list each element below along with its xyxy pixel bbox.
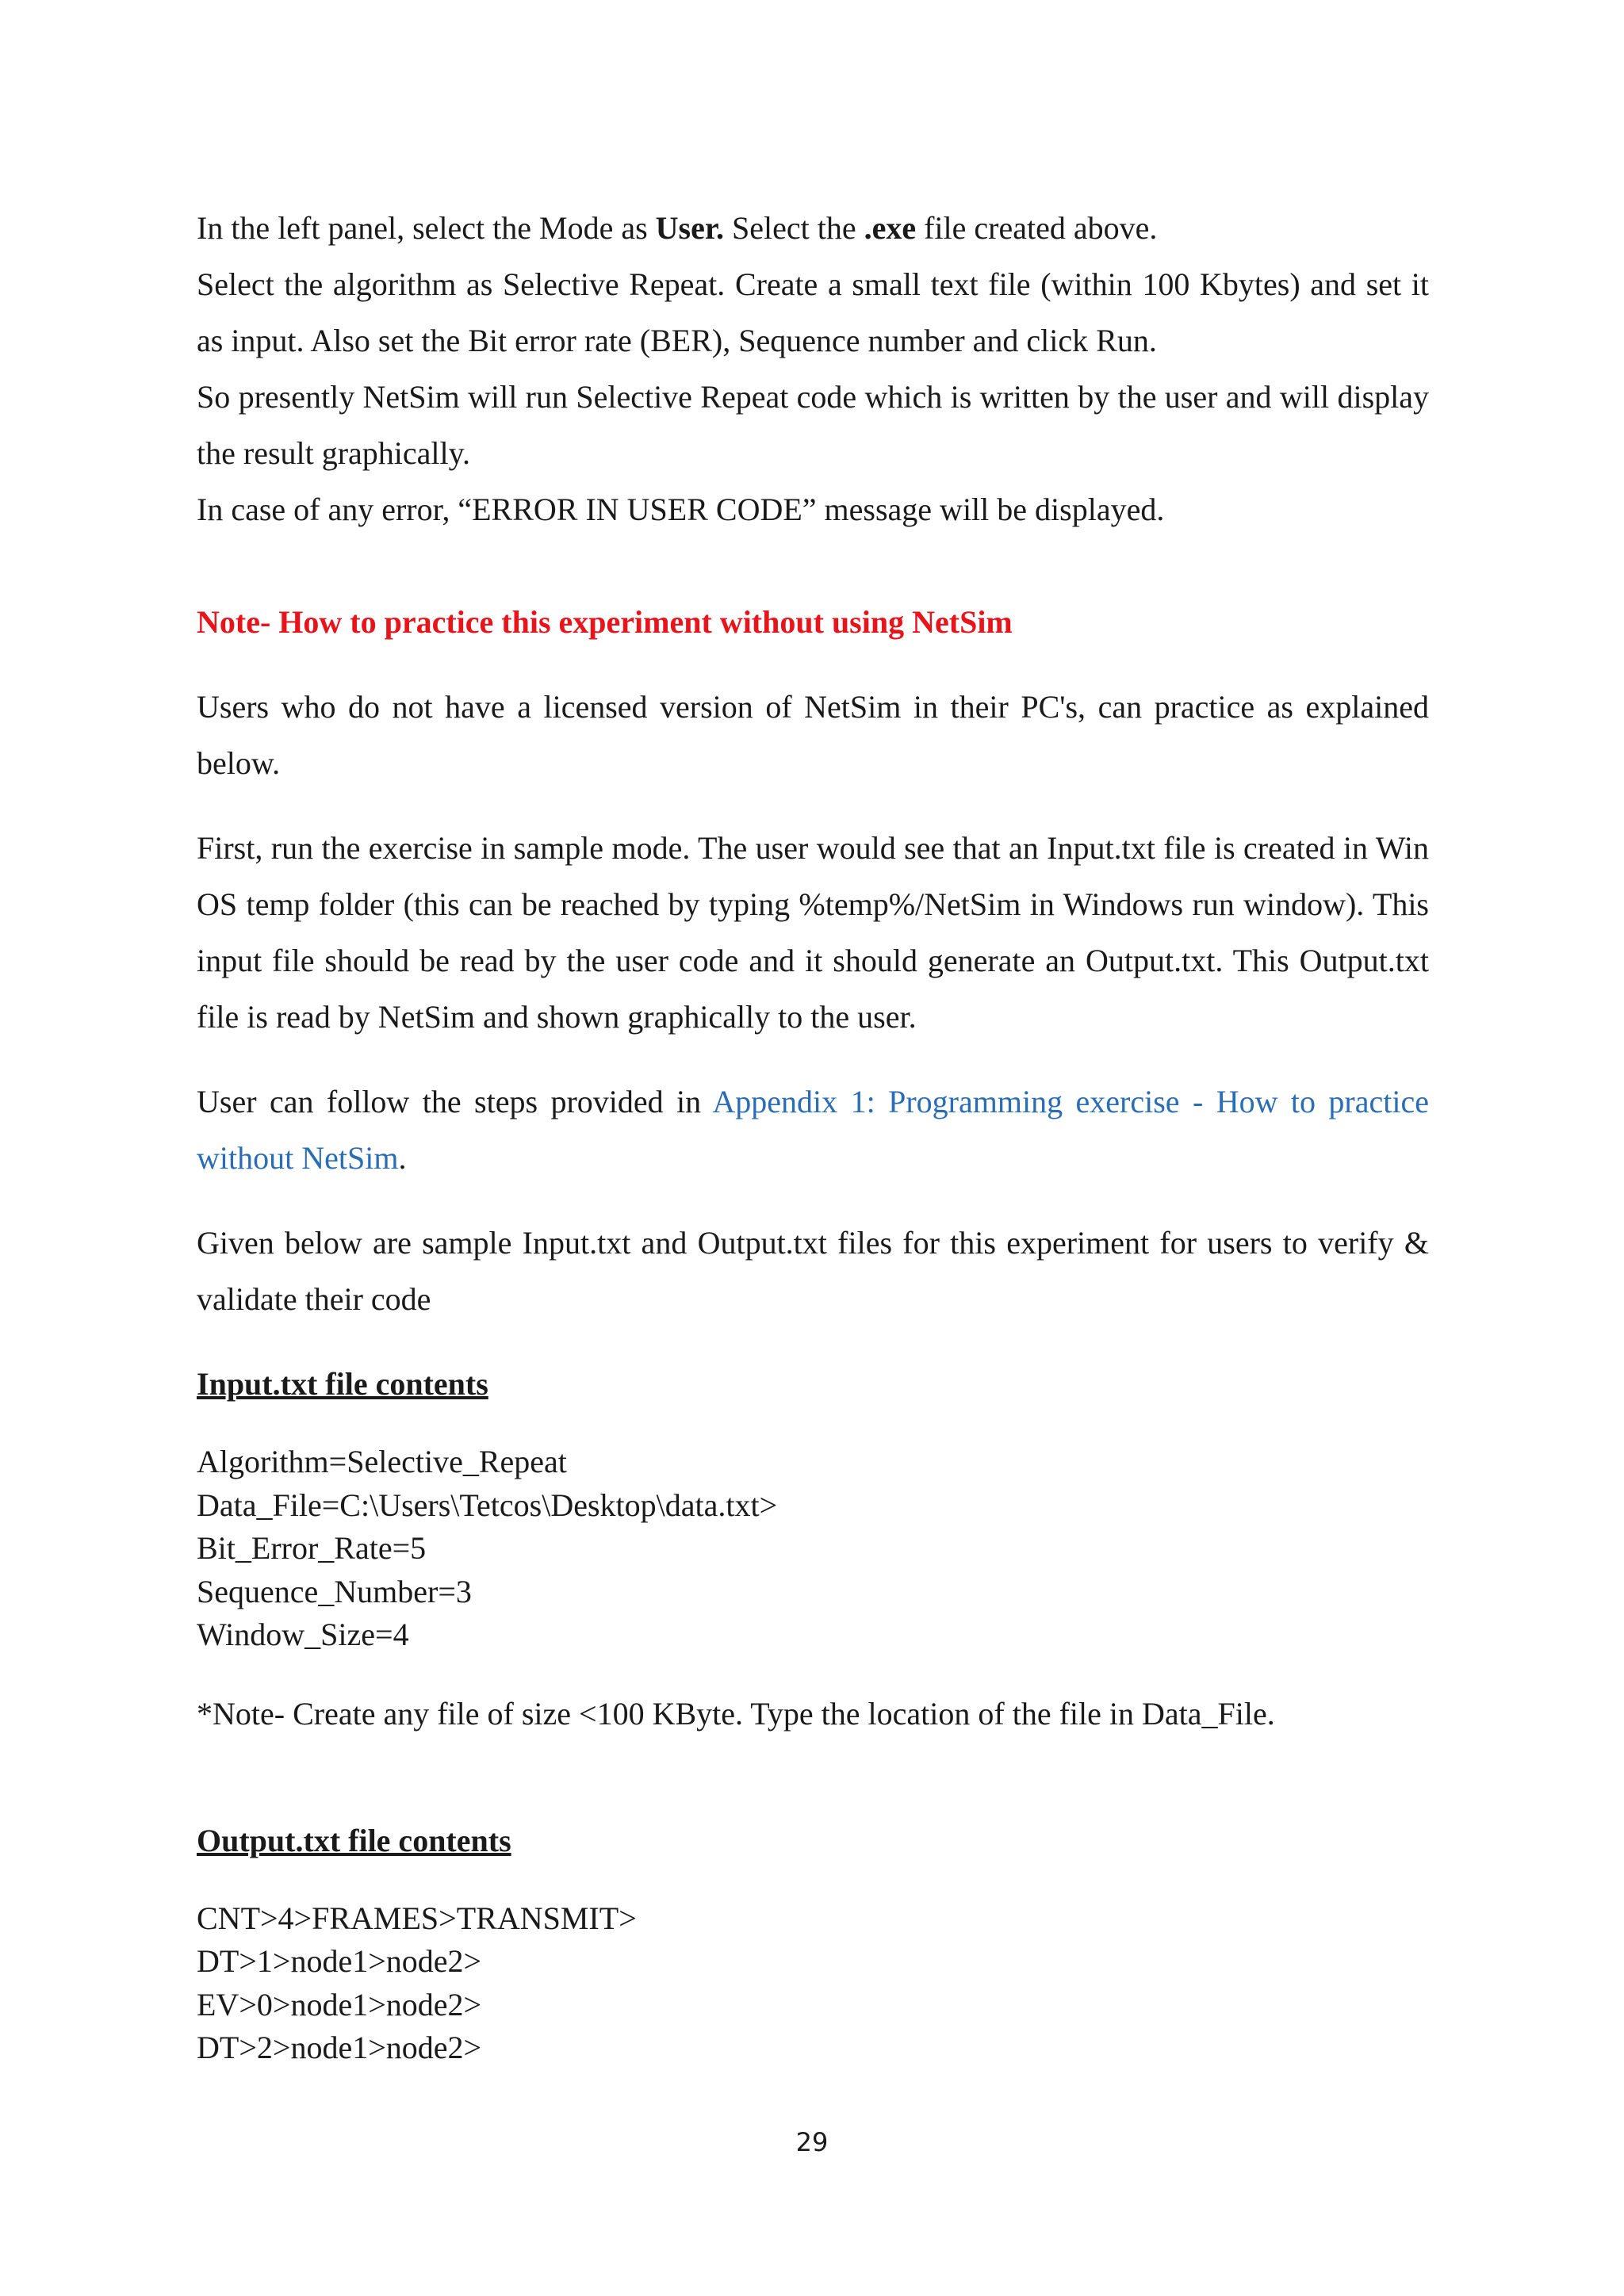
intro-text: In the left panel, select the Mode as — [197, 210, 656, 246]
input-section-heading: Input.txt file contents — [197, 1366, 488, 1402]
intro-paragraph-netsim-run: So presently NetSim will run Selective Repeat code which is written by the user and will display the result graphically. — [197, 379, 1429, 471]
output-line: DT>2>node1>node2> — [197, 2030, 482, 2065]
note-text: . — [398, 1140, 407, 1176]
input-line: Bit_Error_Rate=5 — [197, 1530, 427, 1566]
document-page — [197, 200, 1429, 2070]
note-paragraph-sample-mode: First, run the exercise in sample mode. The user would see that an Input.txt file is created in Win OS temp folder (this can be reached by typing %temp%/NetSim in Windows run window). This input file should be read by the user code and it should generate an Output.txt. This Output.txt file is read by NetSim and shown graphically to the user. — [197, 830, 1429, 1035]
input-file-contents — [197, 1441, 1429, 1657]
appendix-link[interactable]: Appendix 1: Programming exercise - How to practice without NetSim — [197, 1084, 1429, 1176]
intro-paragraph-error: In case of any error, “ERROR IN USER CODE” message will be displayed. — [197, 492, 1165, 527]
note-paragraph-samples: Given below are sample Input.txt and Output.txt files for this experiment for users to verify & validate their code — [197, 1225, 1429, 1317]
intro-text: file created above. — [916, 210, 1158, 246]
user-mode-term: User. — [655, 210, 724, 246]
input-line: Algorithm=Selective_Repeat — [197, 1444, 567, 1479]
note-heading: Note- How to practice this experiment without using NetSim — [197, 604, 1013, 640]
output-line: DT>1>node1>node2> — [197, 1943, 482, 1979]
note-paragraph-license: Users who do not have a licensed version of NetSim in their PC's, can practice as explained below. — [197, 689, 1429, 781]
output-line: CNT>4>FRAMES>TRANSMIT> — [197, 1900, 637, 1936]
input-footnote: *Note- Create any file of size <100 KByte. Type the location of the file in Data_File. — [197, 1695, 1275, 1732]
output-file-contents — [197, 1897, 1429, 2070]
page-number: 29 — [795, 2127, 829, 2157]
intro-paragraph-algorithm: Select the algorithm as Selective Repeat. Create a small text file (within 100 Kbytes) and set it as input. Also set the Bit error rate (BER), Sequence number and click Run. — [197, 266, 1429, 358]
intro-paragraph-mode — [197, 200, 1429, 256]
note-text: User can follow the steps provided in — [197, 1084, 713, 1119]
note-paragraph-appendix — [197, 1073, 1429, 1186]
input-line: Sequence_Number=3 — [197, 1573, 472, 1609]
input-line: Data_File=C:\Users\Tetcos\Desktop\data.txt> — [197, 1487, 778, 1523]
intro-text: Select the — [723, 210, 864, 246]
output-line: EV>0>node1>node2> — [197, 1986, 482, 2022]
input-line: Window_Size=4 — [197, 1617, 409, 1652]
output-section-heading: Output.txt file contents — [197, 1822, 511, 1858]
exe-term: .exe — [864, 210, 917, 246]
